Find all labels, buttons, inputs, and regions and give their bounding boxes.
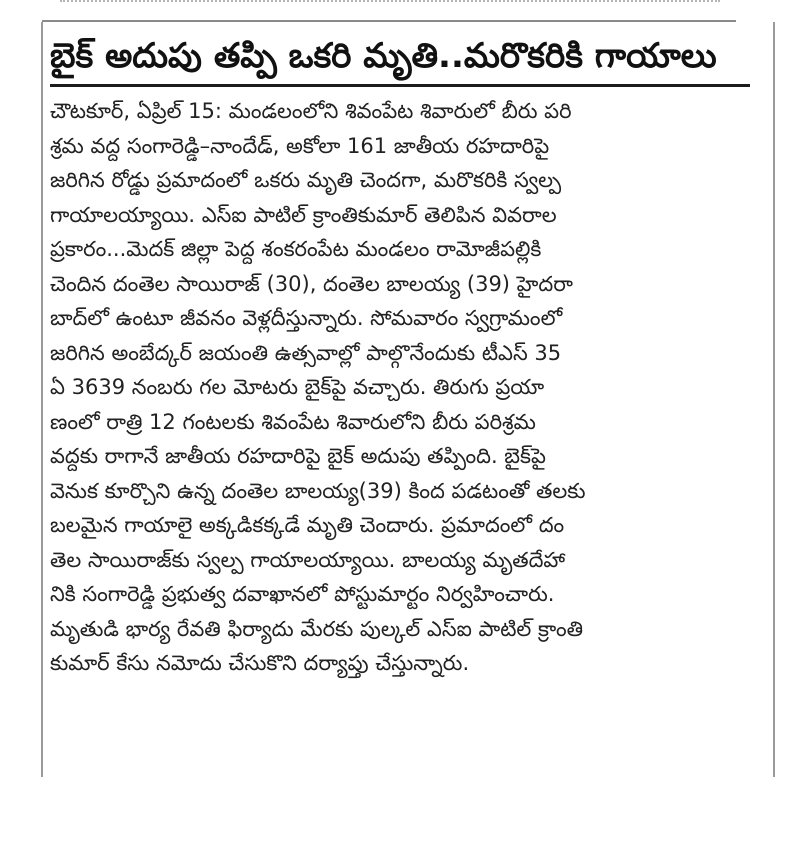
body-line: బలమైన గాయాలై అక్కడికక్కడే మృతి చెందారు. ప్రమాదంలో దం [50,513,565,537]
headline-underline [50,84,750,87]
article-body [50,94,750,784]
top-cut-edge [60,0,720,8]
body-line: శ్రమ వద్ద సంగారెడ్డి–నాందేడ్, అకోలా 161 జాతీయ రహదారిపై [50,133,550,158]
body-line: ప్రకారం...మెదక్ జిల్లా పెద్ద శంకరంపేట మండలం రామోజీపల్లికి [50,237,542,261]
body-line: చౌటకూర్, ఏప్రిల్ 15: మండలంలోని శివంపేట శివారులో బీరు పరి [50,99,572,123]
body-line: కుమార్ కేసు నమోదు చేసుకొని దర్యాప్తు చేస్తున్నారు. [50,651,470,675]
body-line: చెందిన దంతెల సాయిరాజ్ (30), దంతెల బాలయ్య (39) హైదరా [50,271,573,296]
body-line: నికి సంగారెడ్డి ప్రభుత్వ దవాఖానలో పోస్టుమార్టం నిర్వహించారు. [50,582,555,606]
body-line: ణంలో రాత్రి 12 గంటలకు శివంపేట శివారులోని బీరు పరిశ్రమ [50,409,536,434]
body-line: బాద్‌లో ఉంటూ జీవనం వెళ్లదీస్తున్నారు. సోమవారం స్వగ్రామంలో [50,306,563,330]
body-line: వెనుక కూర్చొని ఉన్న దంతెల బాలయ్య(39) కింద పడటంతో తలకు [50,478,586,503]
top-column-rule [42,20,736,22]
left-column-rule [41,22,43,777]
body-line: మృతుడి భార్య రేవతి ఫిర్యాదు మేరకు పుల్కల్ ఎస్ఐ పాటిల్ క్రాంతి [50,616,584,641]
body-line: గాయాలయ్యాయి. ఎస్ఐ పాటిల్ క్రాంతికుమార్ తెలిపిన వివరాల [50,202,557,227]
body-line: తెల సాయిరాజ్‌కు స్వల్ప గాయాలయ్యాయి. బాలయ్య మృతదేహా [50,547,566,572]
body-line: వద్దకు రాగానే జాతీయ రహదారిపై బైక్ అదుపు తప్పింది. బైక్‌పై [50,444,546,468]
body-line: ఏ 3639 నంబరు గల మోటరు బైక్‌పై వచ్చారు. తిరుగు ప్రయా [50,375,545,399]
body-line: జరిగిన రోడ్డు ప్రమాదంలో ఒకరు మృతి చెందగా, మరొకరికి స్వల్ప [50,168,562,192]
body-line: జరిగిన అంబేద్కర్ జయంతి ఉత్సవాల్లో పాల్గొనేందుకు టీఎస్ 35 [50,340,562,365]
right-column-rule [773,22,775,777]
article-headline: బైక్ అదుపు తప్పి ఒకరి మృతి..మరొకరికి గాయాలు [50,36,717,76]
